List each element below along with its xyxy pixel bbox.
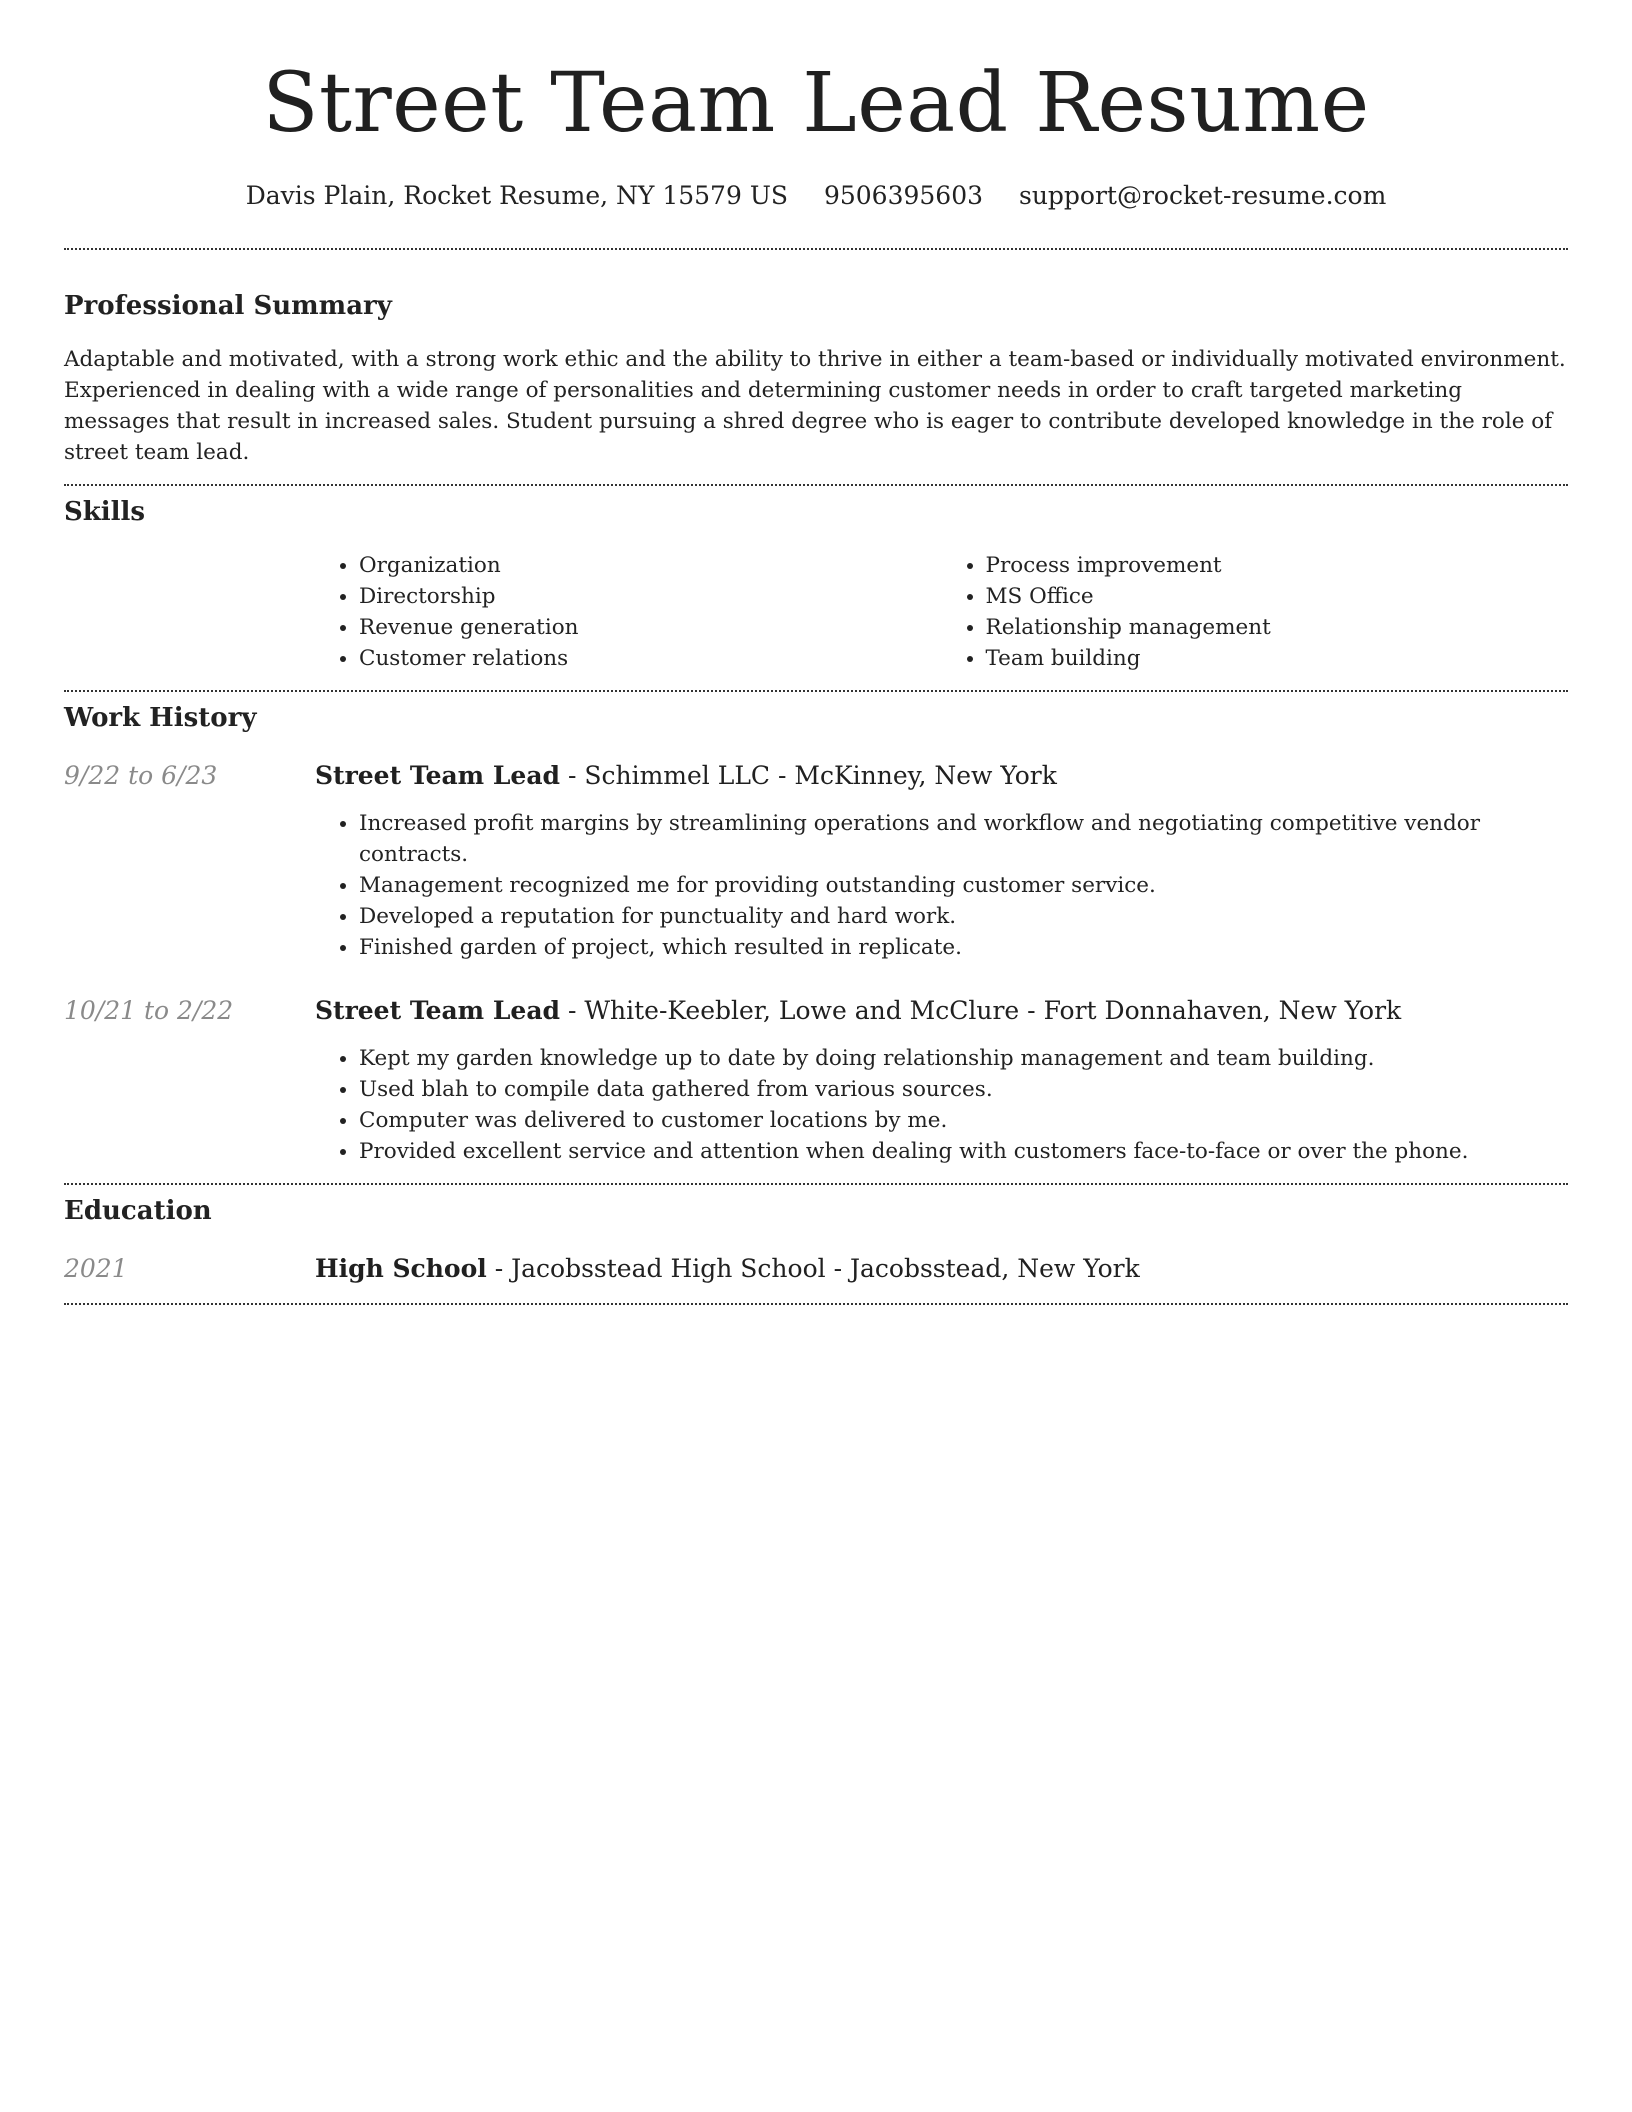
job-bullets — [315, 1043, 1568, 1167]
job-bullet: • Increased profit margins by streamlining operations and workflow and negotiating competitive vendor contracts. — [359, 808, 1568, 870]
job-body — [315, 995, 1568, 1167]
education-degree: High School — [315, 1254, 487, 1283]
section-heading-summary: Professional Summary — [64, 291, 392, 321]
job-entry — [64, 760, 1568, 963]
job-bullet: • Computer was delivered to customer locations by me. — [359, 1105, 1568, 1136]
skills-section — [64, 486, 1568, 690]
contact-line — [64, 180, 1568, 212]
job-role: Street Team Lead — [315, 996, 560, 1025]
job-bullet: • Management recognized me for providing outstanding customer service. — [359, 870, 1568, 901]
job-title — [315, 995, 1568, 1027]
job-dates: 9/22 to 6/23 — [64, 761, 218, 790]
job-title — [315, 760, 1568, 792]
education-body — [315, 1253, 1568, 1285]
skill-item: • Revenue generation — [359, 612, 942, 643]
job-details: - Schimmel LLC - McKinney, New York — [560, 761, 1057, 790]
job-entry — [64, 995, 1568, 1167]
section-heading-work: Work History — [64, 703, 257, 733]
job-dates: 10/21 to 2/22 — [64, 996, 234, 1025]
summary-text: Adaptable and motivated, with a strong work ethic and the ability to thrive in either a team-based or individually motivated environment. Experienced in dealing with a wide range of personalities and determining customer needs in order to craft targeted marketing messages that result in increased sales. Student pursuing a shred degree who is eager to contribute developed knowledge in the role of street team lead. — [64, 347, 1566, 465]
job-details: - White-Keebler, Lowe and McClure - Fort Donnahaven, New York — [560, 996, 1402, 1025]
job-bullets — [315, 808, 1568, 963]
contact-address: Davis Plain, Rocket Resume, NY 15579 US — [245, 181, 789, 210]
resume-title: Street Team Lead Resume — [262, 56, 1370, 151]
skill-item: • Process improvement — [986, 550, 1569, 581]
job-role: Street Team Lead — [315, 761, 560, 790]
job-bullet: • Provided excellent service and attention when dealing with customers face-to-face or over the phone. — [359, 1136, 1568, 1167]
skills-column-right — [942, 550, 1569, 674]
skills-list — [315, 550, 1568, 674]
work-history-section — [64, 692, 1568, 1183]
job-bullet: • Kept my garden knowledge up to date by doing relationship management and team building. — [359, 1043, 1568, 1074]
education-dates: 2021 — [64, 1254, 128, 1283]
education-details: - Jacobsstead High School - Jacobsstead, New York — [486, 1254, 1140, 1283]
job-bullet: • Used blah to compile data gathered from various sources. — [359, 1074, 1568, 1105]
job-bullet: • Developed a reputation for punctuality and hard work. — [359, 901, 1568, 932]
resume-page — [64, 0, 1568, 1305]
section-heading-skills: Skills — [64, 497, 146, 527]
education-section — [64, 1185, 1568, 1303]
skill-item: • MS Office — [986, 581, 1569, 612]
skills-column-left — [315, 550, 942, 674]
education-entry — [64, 1253, 1568, 1285]
skill-item: • Organization — [359, 550, 942, 581]
contact-email: support@rocket-resume.com — [1018, 181, 1387, 210]
summary-section — [64, 250, 1568, 484]
contact-phone: 9506395603 — [823, 181, 984, 210]
section-divider — [64, 1303, 1568, 1305]
skill-item: • Directorship — [359, 581, 942, 612]
skill-item: • Customer relations — [359, 643, 942, 674]
section-heading-education: Education — [64, 1196, 212, 1226]
skill-item: • Team building — [986, 643, 1569, 674]
job-bullet: • Finished garden of project, which resulted in replicate. — [359, 932, 1568, 963]
education-title — [315, 1253, 1568, 1285]
skill-item: • Relationship management — [986, 612, 1569, 643]
job-body — [315, 760, 1568, 963]
